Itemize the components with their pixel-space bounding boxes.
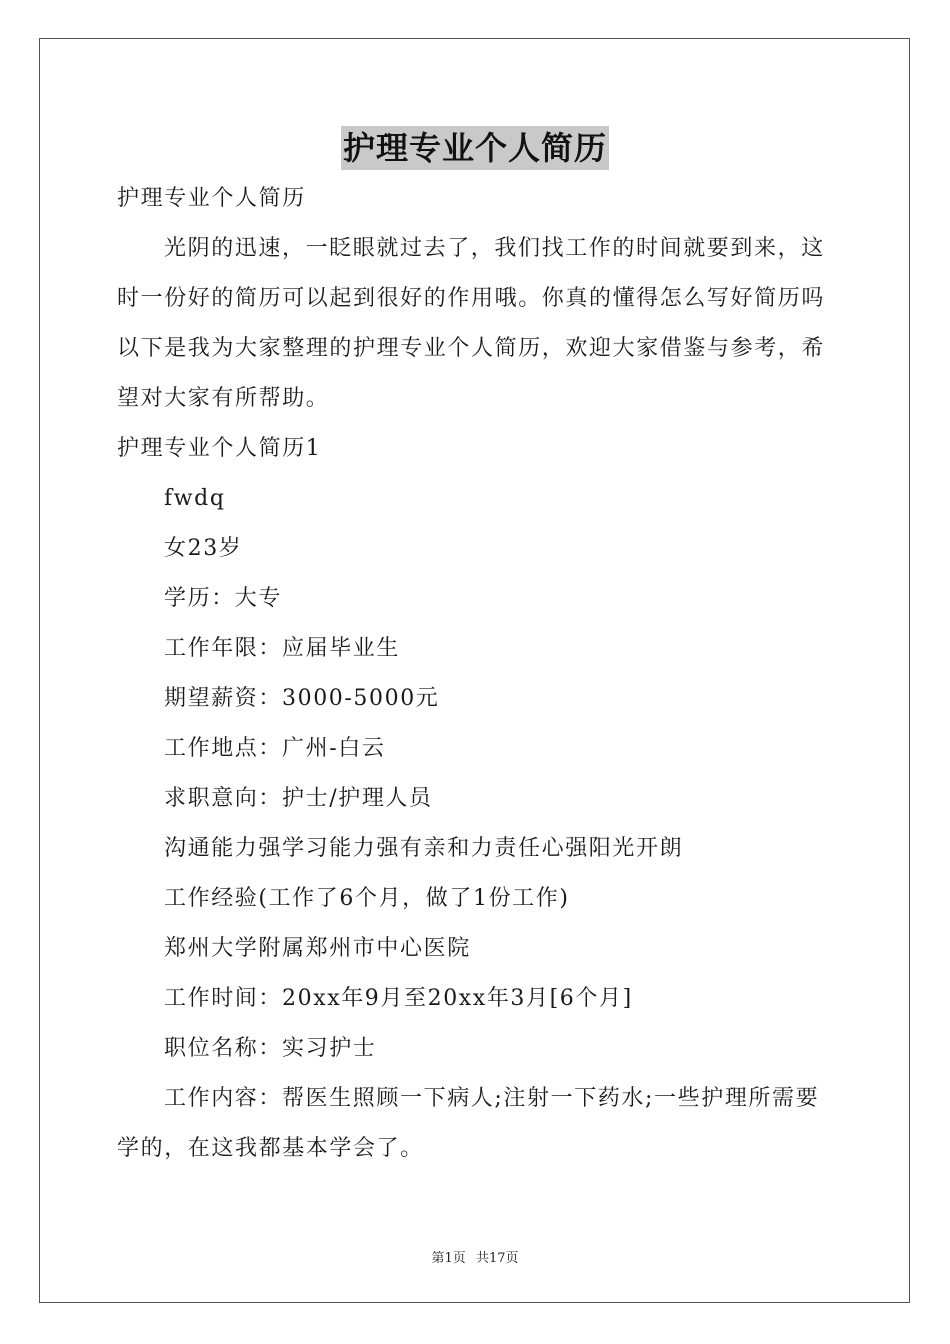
work-content-paragraph: [117, 1074, 835, 1174]
field-education: 学历：大专: [164, 586, 283, 611]
work-content-line: 工作内容：帮医生照顾一下病人;注射一下药水;一些护理所需要: [164, 1086, 820, 1111]
document-title: 护理专业个人简历: [341, 126, 609, 170]
field-strengths: 沟通能力强学习能力强有亲和力责任心强阳光开朗: [164, 836, 684, 861]
intro-line: 以下是我为大家整理的护理专业个人简历，欢迎大家借鉴与参考，希: [117, 336, 826, 361]
field-job-intention: 求职意向：护士/护理人员: [164, 786, 433, 811]
page-number: 第1页: [431, 1251, 466, 1266]
section-heading: 护理专业个人简历1: [117, 436, 322, 461]
field-work-location: 工作地点：广州-白云: [164, 736, 386, 761]
field-expected-salary: 期望薪资：3000-5000元: [164, 686, 440, 711]
field-work-experience: 工作经验(工作了6个月，做了1份工作): [164, 886, 570, 911]
page-total: 共17页: [475, 1251, 519, 1266]
work-content-line: 学的，在这我都基本学会了。: [117, 1136, 424, 1161]
field-work-years: 工作年限：应届毕业生: [164, 636, 401, 661]
document-body: [117, 174, 835, 1174]
subtitle: 护理专业个人简历: [117, 186, 306, 211]
field-position: 职位名称：实习护士: [164, 1036, 377, 1061]
intro-line: 光阴的迅速，一眨眼就过去了，我们找工作的时间就要到来，这: [164, 236, 825, 261]
title-container: [0, 126, 950, 170]
intro-paragraph: [117, 224, 835, 424]
intro-line: 望对大家有所帮助。: [117, 386, 330, 411]
field-work-period: 工作时间：20xx年9月至20xx年3月[6个月]: [164, 986, 633, 1011]
intro-line: 时一份好的简历可以起到很好的作用哦。你真的懂得怎么写好简历吗: [117, 286, 826, 311]
field-name: fwdq: [164, 486, 226, 511]
field-employer: 郑州大学附属郑州市中心医院: [164, 936, 471, 961]
page-footer: [0, 1247, 950, 1266]
field-gender-age: 女23岁: [164, 536, 243, 561]
